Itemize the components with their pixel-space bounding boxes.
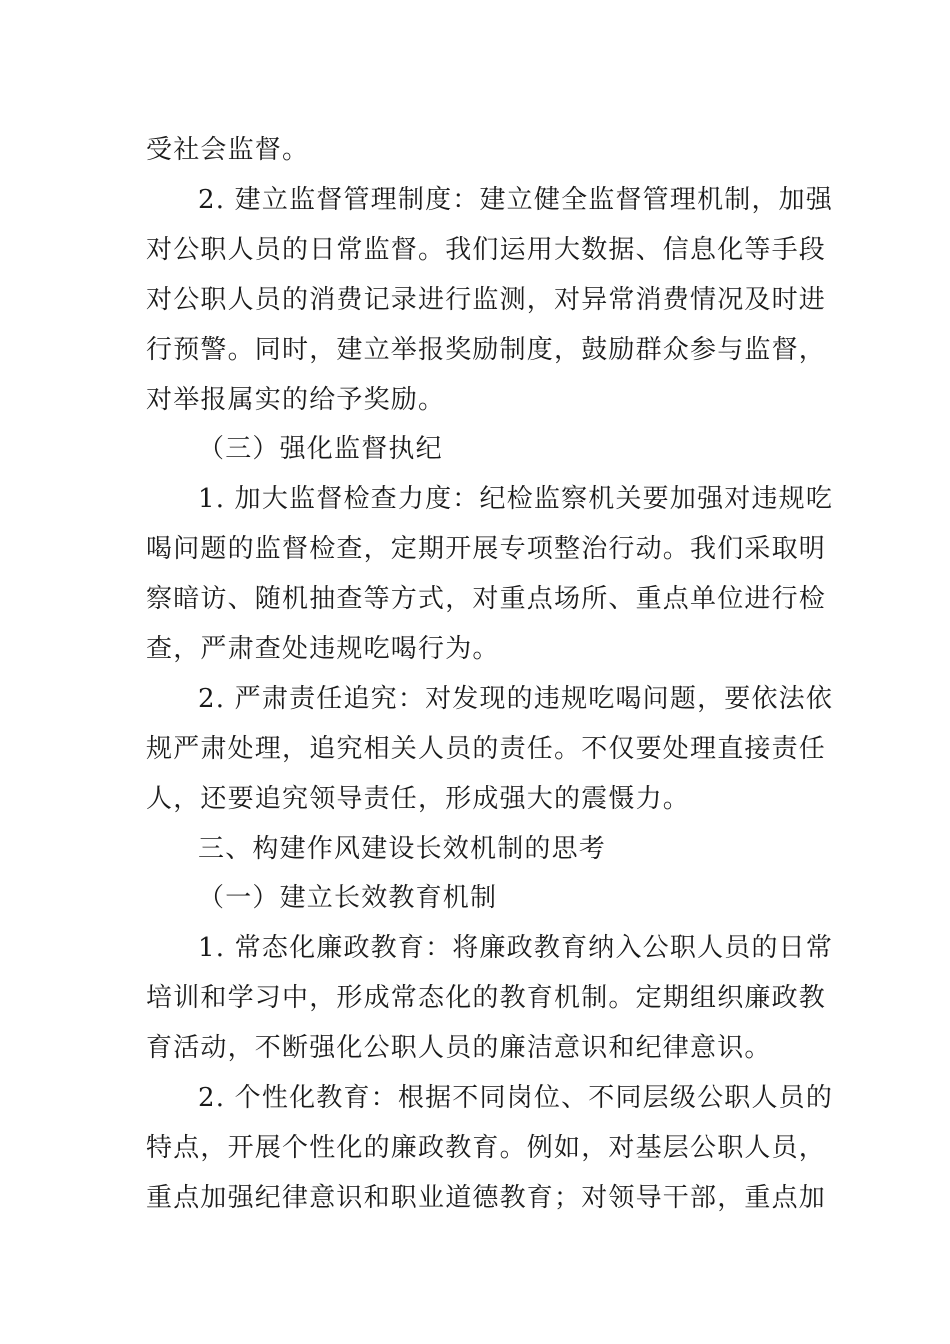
- text-line: 特点，开展个性化的廉政教育。例如，对基层公职人员，: [146, 1133, 827, 1163]
- section-heading: （一）建立长效教育机制: [198, 883, 498, 913]
- text-line: 喝问题的监督检查，定期开展专项整治行动。我们采取明: [146, 534, 827, 564]
- text-line: 对举报属实的给予奖励。: [146, 385, 446, 415]
- text-line: 人，还要追究领导责任，形成强大的震慑力。: [146, 784, 691, 814]
- paragraph-start: 1. 加大监督检查力度：纪检监察机关要加强对违规吃: [198, 484, 834, 514]
- text-line: 行预警。同时，建立举报奖励制度，鼓励群众参与监督，: [146, 335, 827, 365]
- text-line: 对公职人员的消费记录进行监测，对异常消费情况及时进: [146, 285, 827, 315]
- paragraph-start: 2. 个性化教育：根据不同岗位、不同层级公职人员的: [198, 1083, 834, 1113]
- text-line: 规严肃处理，追究相关人员的责任。不仅要处理直接责任: [146, 734, 827, 764]
- section-heading: （三）强化监督执纪: [198, 434, 443, 464]
- paragraph-start: 2. 严肃责任追究：对发现的违规吃喝问题，要依法依: [198, 684, 834, 714]
- chapter-heading: 三、构建作风建设长效机制的思考: [198, 834, 607, 864]
- paragraph-start: 1. 常态化廉政教育：将廉政教育纳入公职人员的日常: [198, 933, 834, 963]
- text-line: 培训和学习中，形成常态化的教育机制。定期组织廉政教: [146, 983, 827, 1013]
- text-line: 重点加强纪律意识和职业道德教育；对领导干部，重点加: [146, 1183, 827, 1213]
- paragraph-start: 2. 建立监督管理制度：建立健全监督管理机制，加强: [198, 185, 834, 215]
- text-line: 查，严肃查处违规吃喝行为。: [146, 634, 500, 664]
- text-line: 受社会监督。: [146, 135, 310, 165]
- text-line: 察暗访、随机抽查等方式，对重点场所、重点单位进行检: [146, 584, 827, 614]
- text-line: 育活动，不断强化公职人员的廉洁意识和纪律意识。: [146, 1033, 772, 1063]
- text-line: 对公职人员的日常监督。我们运用大数据、信息化等手段: [146, 235, 827, 265]
